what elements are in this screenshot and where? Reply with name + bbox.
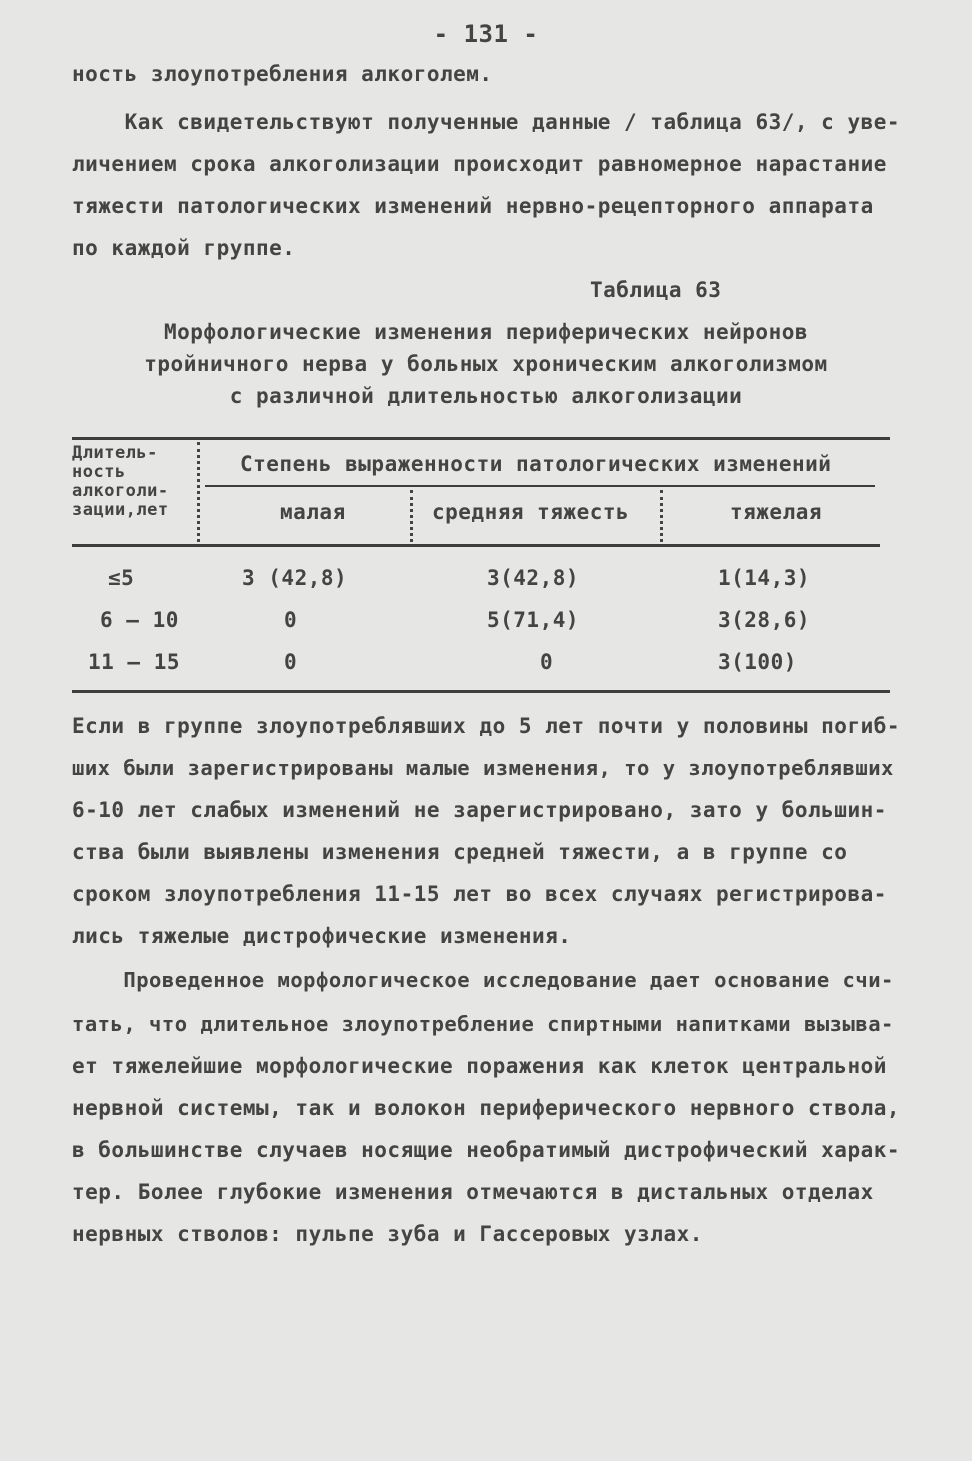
table-title-line: тройничного нерва у больных хроническим алкоголизмом xyxy=(144,352,828,376)
para3-line: Проведенное морфологическое исследование дает основание счи- xyxy=(72,968,894,992)
duration-cell: 6 – 10 xyxy=(100,608,179,632)
para1-line: по каждой группе. xyxy=(72,236,296,260)
para2-line: лись тяжелые дистрофические изменения. xyxy=(72,924,572,948)
severe-cell: 1(14,3) xyxy=(718,566,811,590)
column-divider xyxy=(197,442,200,542)
table-title-line: с различной длительностью алкоголизации xyxy=(229,384,743,408)
medium-cell: 5(71,4) xyxy=(487,608,580,632)
row-header: Длитель- ность алкоголи- зации,лет xyxy=(72,443,169,520)
para2-line: 6-10 лет слабых изменений не зарегистрировано, зато у большин- xyxy=(72,798,887,822)
header-bottom-rule xyxy=(72,544,880,547)
table-bottom-rule xyxy=(72,690,890,693)
duration-cell: ≤5 xyxy=(108,566,135,590)
group-header: Степень выраженности патологических изменений xyxy=(240,452,832,476)
para1-line: личением срока алкоголизации происходит равномерное нарастание xyxy=(72,152,887,176)
table-top-rule xyxy=(72,437,890,440)
page-number: - 131 - xyxy=(433,20,539,48)
table-label: Таблица 63 xyxy=(590,278,722,302)
column-header-low: малая xyxy=(280,500,346,524)
para2-line: ства были выявлены изменения средней тяжести, а в группе со xyxy=(72,840,848,864)
table-title-line: Морфологические изменения периферических нейронов xyxy=(163,320,808,344)
severe-cell: 3(100) xyxy=(718,650,797,674)
para2-line: сроком злоупотребления 11-15 лет во всех случаях регистрирова- xyxy=(72,882,887,906)
low-cell: 0 xyxy=(284,608,298,632)
para3-line: тер. Более глубокие изменения отмечаются в дистальных отделах xyxy=(72,1180,874,1204)
column-divider xyxy=(660,490,663,542)
medium-cell: 3(42,8) xyxy=(487,566,580,590)
column-header-medium: средняя тяжесть xyxy=(432,500,630,524)
para3-line: тать, что длительное злоупотребление спиртными напитками вызыва- xyxy=(72,1012,894,1036)
duration-cell: 11 – 15 xyxy=(88,650,181,674)
medium-cell: 0 xyxy=(540,650,554,674)
para2-line: ших были зарегистрированы малые изменения, то у злоупотреблявших xyxy=(72,756,894,780)
para3-line: ет тяжелейшие морфологические поражения как клеток центральной xyxy=(72,1054,887,1078)
para1-line: ность злоупотребления алкоголем. xyxy=(72,62,493,86)
para1-line: Как свидетельствуют полученные данные / таблица 63/, с уве- xyxy=(72,110,901,134)
column-divider xyxy=(410,490,413,542)
low-cell: 0 xyxy=(284,650,298,674)
para2-line: Если в группе злоупотреблявших до 5 лет почти у половины погиб- xyxy=(72,714,901,738)
para3-line: нервной системы, так и волокон периферического нервного ствола, xyxy=(72,1096,901,1120)
para3-line: нервных стволов: пульпе зуба и Гассеровых узлах. xyxy=(72,1222,703,1246)
column-header-severe: тяжелая xyxy=(730,500,823,524)
low-cell: 3 (42,8) xyxy=(242,566,348,590)
para1-line: тяжести патологических изменений нервно-рецепторного аппарата xyxy=(72,194,874,218)
para3-line: в большинстве случаев носящие необратимый дистрофический харак- xyxy=(72,1138,901,1162)
group-header-rule xyxy=(205,485,875,487)
severe-cell: 3(28,6) xyxy=(718,608,811,632)
